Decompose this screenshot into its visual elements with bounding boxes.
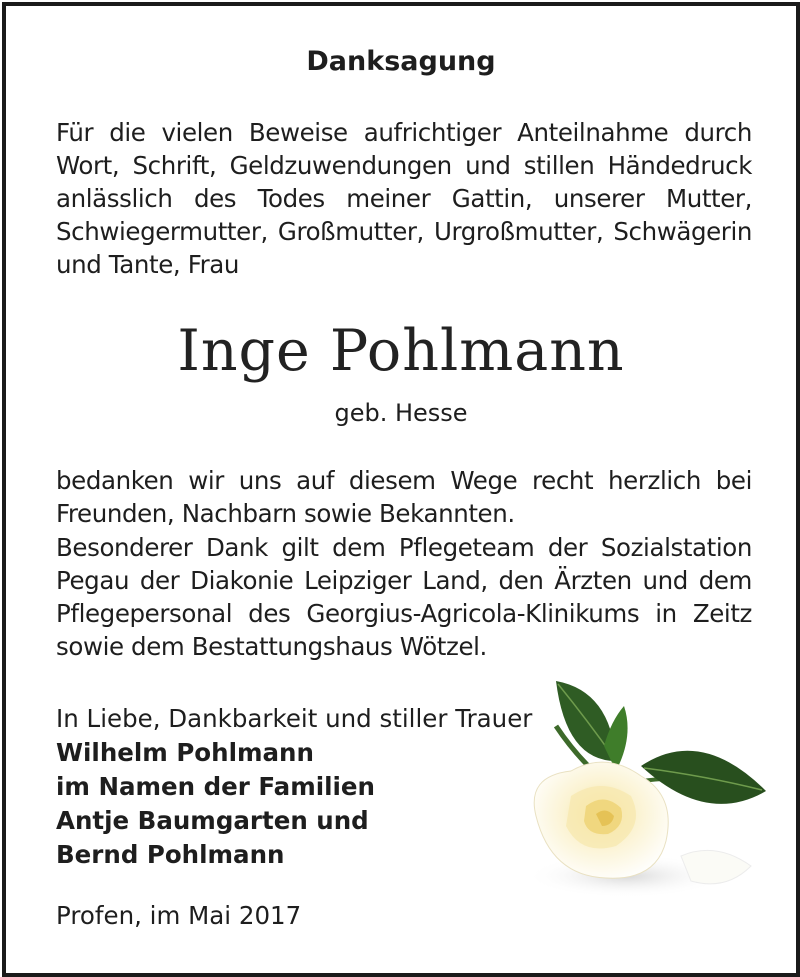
closing-line: In Liebe, Dankbarkeit und stiller Trauer	[56, 704, 533, 733]
signatory-line: Wilhelm Pohlmann	[56, 738, 314, 767]
obituary-card	[2, 2, 800, 977]
signature-block	[56, 702, 532, 872]
white-rose-icon	[516, 666, 776, 906]
intro-paragraph: Für die vielen Beweise aufrichtiger Anteilnahme durch Wort, Schrift, Geldzuwendungen und stillen Händedruck anlässlich des Todes meiner Gattin, unserer Mutter, Schwiegermutter, Großmutter, Urgroßmutter, Schwägerin und Tante, Frau	[56, 118, 752, 279]
thanks-paragraph: bedanken wir uns auf diesem Wege recht herzlich bei Freunden, Nachbarn sowie Bekannten.	[56, 466, 752, 528]
deceased-name: Inge Pohlmann	[177, 318, 625, 384]
place-date: Profen, im Mai 2017	[56, 901, 302, 930]
signatory-line: Bernd Pohlmann	[56, 840, 285, 869]
special-thanks-paragraph: Besonderer Dank gilt dem Pflegeteam der Sozialstation Pegau der Diakonie Leipziger Land, den Ärzten und dem Pflegepersonal des Georgius-Agricola-Klinikums in Zeitz sowie dem Bestattungshaus Wötzel.	[56, 533, 752, 661]
maiden-name: geb. Hesse	[334, 399, 468, 427]
heading: Danksagung	[306, 46, 496, 77]
signatory-line: im Namen der Familien	[56, 772, 375, 801]
signatory-line: Antje Baumgarten und	[56, 806, 369, 835]
